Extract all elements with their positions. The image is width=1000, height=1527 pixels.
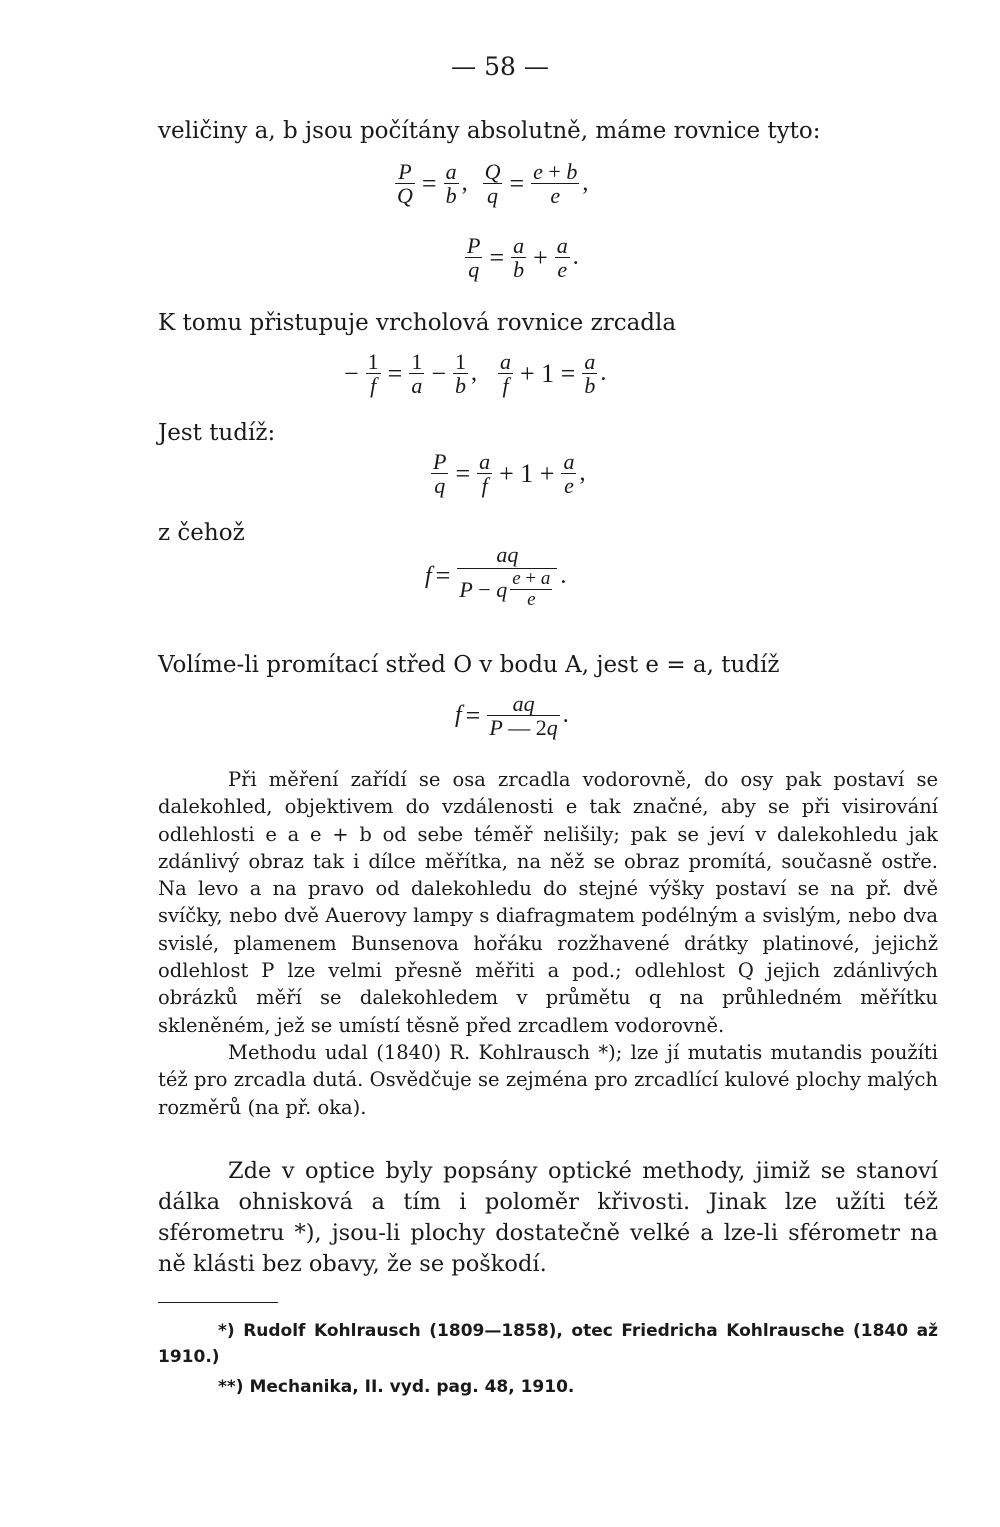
equation-vertex: − $\frac{1}{f}$ = $\frac{1}{a}$ − $\frac{1}{b}$ , $\frac{a}{f}$ + 1 = $\frac{a}{b}$ . [344, 349, 607, 399]
paragraph-measurement: Při měření zařídí se osa zrcadla vodorovně, do osy pak postaví se dalekohled, objektivem do vzdálenosti e tak značné, aby se při visirování odlehlosti e a e + b od sebe téměř nelišily; pak se jeví v dalekohledu jak zdánlivý obraz tak i dílce měřítka, na něž se obraz promítá, současně ostře. Na levo a na pravo od dalekohledu do stejné výšky postaví se na př. dvě svíčky, nebo dvě Auerovy lampy s diafragmatem podélným a svislým, nebo dva svislé, plamenem Bunsenova hořáku rozžhavené drátky platinové, jejichž odlehlost P lze velmi přesně měřiti a pod.; odlehlost Q jejich zdánlivých obrázků měří se dalekohledem v průmětu q na průhledném měřítku skleněném, jež se umístí těsně před zrcadlem vodorovně. [158, 768, 938, 1037]
volime-line: Volíme-li promítací střed O v bodu A, jest e = a, tudíž [158, 652, 780, 678]
equation-ratio-1: $\frac{P}{Q}$ = $\frac{a}{b}$ , $\frac{Q}{q}$ = $\frac{e + b}{e}$ , [397, 159, 589, 209]
footnotes [158, 1318, 938, 1400]
intro-line: veličiny a, b jsou počítány absolutně, máme rovnice tyto: [158, 118, 821, 144]
equation-focal-final: f = $\frac{aq}{P — 2q}$ . [455, 691, 569, 741]
closing-text [158, 1156, 938, 1280]
equation-focal-general: f = aq P − q $\frac{e + a}{e}$ . [425, 542, 567, 611]
vertex-line: K tomu přistupuje vrcholová rovnice zrcadla [158, 310, 677, 336]
paragraph-optics: Zde v optice byly popsány optické methody, jimiž se stanoví dálka ohnisková a tím i poloměr křivosti. Jinak lze užíti též sférometru *), jsou-li plochy dostatečně velké a lze-li sférometr na ně klásti bez obavy, že se poškodí. [158, 1158, 938, 1277]
paragraph-method: Methodu udal (1840) R. Kohlrausch *); lze jí mutatis mutandis použíti též pro zrcadla dutá. Osvědčuje se zejména pro zrcadlící kulové plochy malých rozměrů (na př. oka). [158, 1040, 938, 1119]
jest-label: Jest tudíž: [158, 420, 276, 446]
page-number: — 58 — [451, 52, 549, 81]
footnote-rule [158, 1302, 278, 1303]
z-cehoz-label: z čehož [158, 520, 245, 546]
footnote-1: *) Rudolf Kohlrausch (1809—1858), otec Friedricha Kohlrausche (1840 až 1910.) [158, 1321, 938, 1367]
equation-combined: $\frac{P}{q}$ = $\frac{a}{f}$ + 1 + $\frac{a}{e}$ , [433, 449, 586, 499]
equation-ratio-2: $\frac{P}{q}$ = $\frac{a}{b}$ + $\frac{a}{e}$ . [467, 233, 579, 283]
measurement-text [158, 766, 938, 1121]
footnote-2: **) Mechanika, II. vyd. pag. 48, 1910. [218, 1377, 575, 1397]
